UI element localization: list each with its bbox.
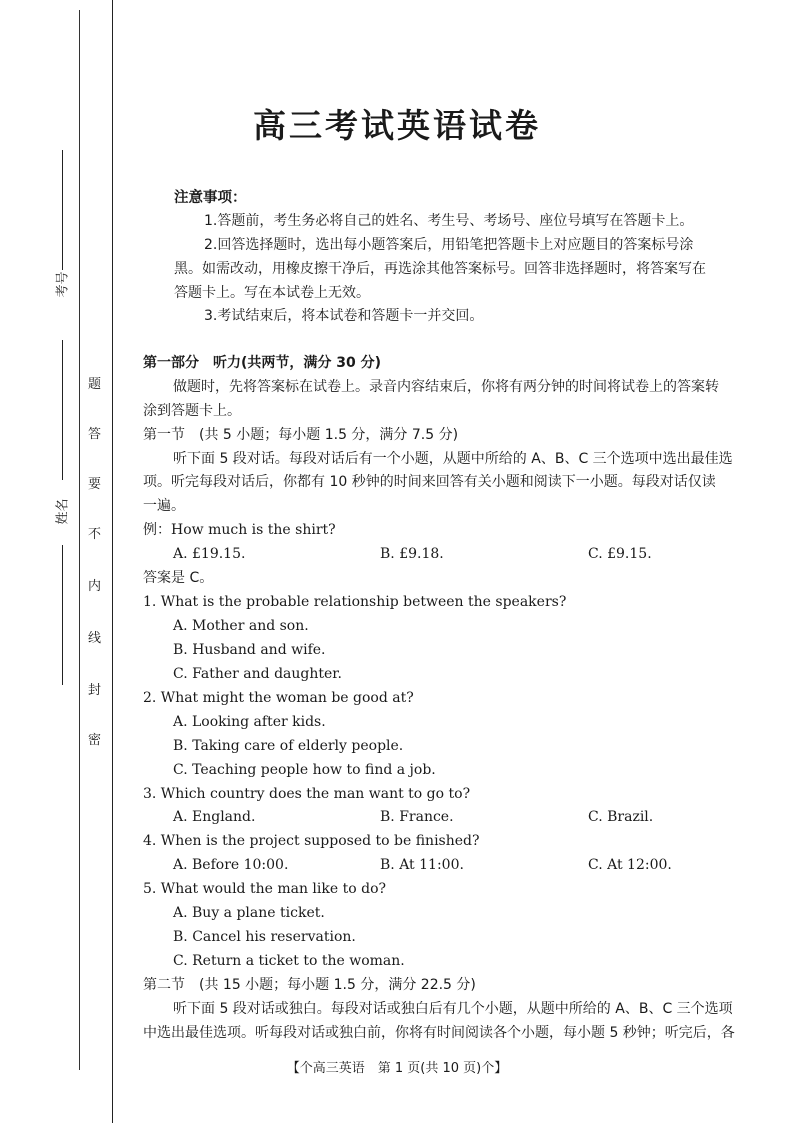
section2-intro: 中选出最佳选项。听每段对话或独白前，你将有时间阅读各个小题，每小题 5 秒钟；听完后，各 xyxy=(143,1025,735,1041)
seal-char: 答 xyxy=(88,427,102,442)
section2-heading: 第二节 (共 15 小题；每小题 1.5 分，满分 22.5 分) xyxy=(143,977,476,993)
seal-char: 题 xyxy=(88,377,102,392)
q3-option-c: C. Brazil. xyxy=(588,809,654,825)
example-option-c: C. £9.15. xyxy=(588,546,652,562)
question-2: 2. What might the woman be good at? xyxy=(143,690,414,706)
notes-line: 答题卡上。写在本试卷上无效。 xyxy=(174,285,370,301)
q5-option-c: C. Return a ticket to the woman. xyxy=(173,953,405,969)
q1-option-c: C. Father and daughter. xyxy=(173,666,342,682)
seal-char: 密 xyxy=(88,733,102,748)
section2-intro: 听下面 5 段对话或独白。每段对话或独白后有几个小题，从题中所给的 A、B、C 三个选项 xyxy=(173,1001,733,1017)
example-answer: 答案是 C。 xyxy=(143,570,214,586)
part1-heading: 第一部分 听力(共两节，满分 30 分) xyxy=(143,355,382,371)
exam-number-label: 考号 xyxy=(55,271,71,298)
section1-heading: 第一节 (共 5 小题；每小题 1.5 分，满分 7.5 分) xyxy=(143,427,459,443)
q2-option-a: A. Looking after kids. xyxy=(173,714,326,730)
q1-option-a: A. Mother and son. xyxy=(173,618,309,634)
seal-char: 要 xyxy=(88,477,102,492)
q3-option-b: B. France. xyxy=(380,809,454,825)
q5-option-a: A. Buy a plane ticket. xyxy=(173,905,325,921)
section1-intro: 听下面 5 段对话。每段对话后有一个小题，从题中所给的 A、B、C 三个选项中选出最佳选 xyxy=(173,451,733,467)
seal-char: 封 xyxy=(88,683,102,698)
name-blank xyxy=(62,545,63,685)
q4-option-b: B. At 11:00. xyxy=(380,857,464,873)
question-1: 1. What is the probable relationship between the speakers? xyxy=(143,594,567,610)
question-4: 4. When is the project supposed to be finished? xyxy=(143,833,480,849)
seal-char: 不 xyxy=(88,527,102,542)
seal-char: 内 xyxy=(88,579,102,594)
example-question: 例：How much is the shirt? xyxy=(143,522,336,538)
seal-char: 线 xyxy=(88,631,102,646)
q4-option-c: C. At 12:00. xyxy=(588,857,672,873)
q1-option-b: B. Husband and wife. xyxy=(173,642,326,658)
binding-line xyxy=(112,0,113,1123)
q5-option-b: B. Cancel his reservation. xyxy=(173,929,356,945)
part1-intro: 做题时，先将答案标在试卷上。录音内容结束后，你将有两分钟的时间将试卷上的答案转 xyxy=(173,379,719,395)
notes-heading: 注意事项： xyxy=(174,190,247,206)
example-option-b: B. £9.18. xyxy=(380,546,444,562)
page-title: 高三考试英语试卷 xyxy=(253,106,541,145)
page-footer: 【个高三英语 第 1 页(共 10 页)个】 xyxy=(286,1061,508,1076)
section1-intro: 一遍。 xyxy=(143,498,185,514)
notes-line: 1.答题前，考生务必将自己的姓名、考生号、考场号、座位号填写在答题卡上。 xyxy=(204,213,694,229)
name-label: 姓名 xyxy=(55,498,71,525)
example-option-a: A. £19.15. xyxy=(173,546,246,562)
notes-line: 2.回答选择题时，选出每小题答案后，用铅笔把答题卡上对应题目的答案标号涂 xyxy=(204,237,694,253)
notes-line: 黑。如需改动，用橡皮擦干净后，再选涂其他答案标号。回答非选择题时，将答案写在 xyxy=(174,261,706,277)
q2-option-b: B. Taking care of elderly people. xyxy=(173,738,404,754)
q3-option-a: A. England. xyxy=(173,809,256,825)
exam-number-blank xyxy=(62,150,63,270)
q2-option-c: C. Teaching people how to find a job. xyxy=(173,762,436,778)
question-5: 5. What would the man like to do? xyxy=(143,881,386,897)
q4-option-a: A. Before 10:00. xyxy=(173,857,289,873)
part1-intro: 涂到答题卡上。 xyxy=(143,403,241,419)
question-3: 3. Which country does the man want to go to? xyxy=(143,786,471,802)
exam-number-blank-2 xyxy=(62,340,63,480)
notes-line: 3.考试结束后，将本试卷和答题卡一并交回。 xyxy=(204,308,484,324)
section1-intro: 项。听完每段对话后，你都有 10 秒钟的时间来回答有关小题和阅读下一小题。每段对话仅读 xyxy=(143,474,716,490)
binding-dashed-line xyxy=(79,10,80,1070)
